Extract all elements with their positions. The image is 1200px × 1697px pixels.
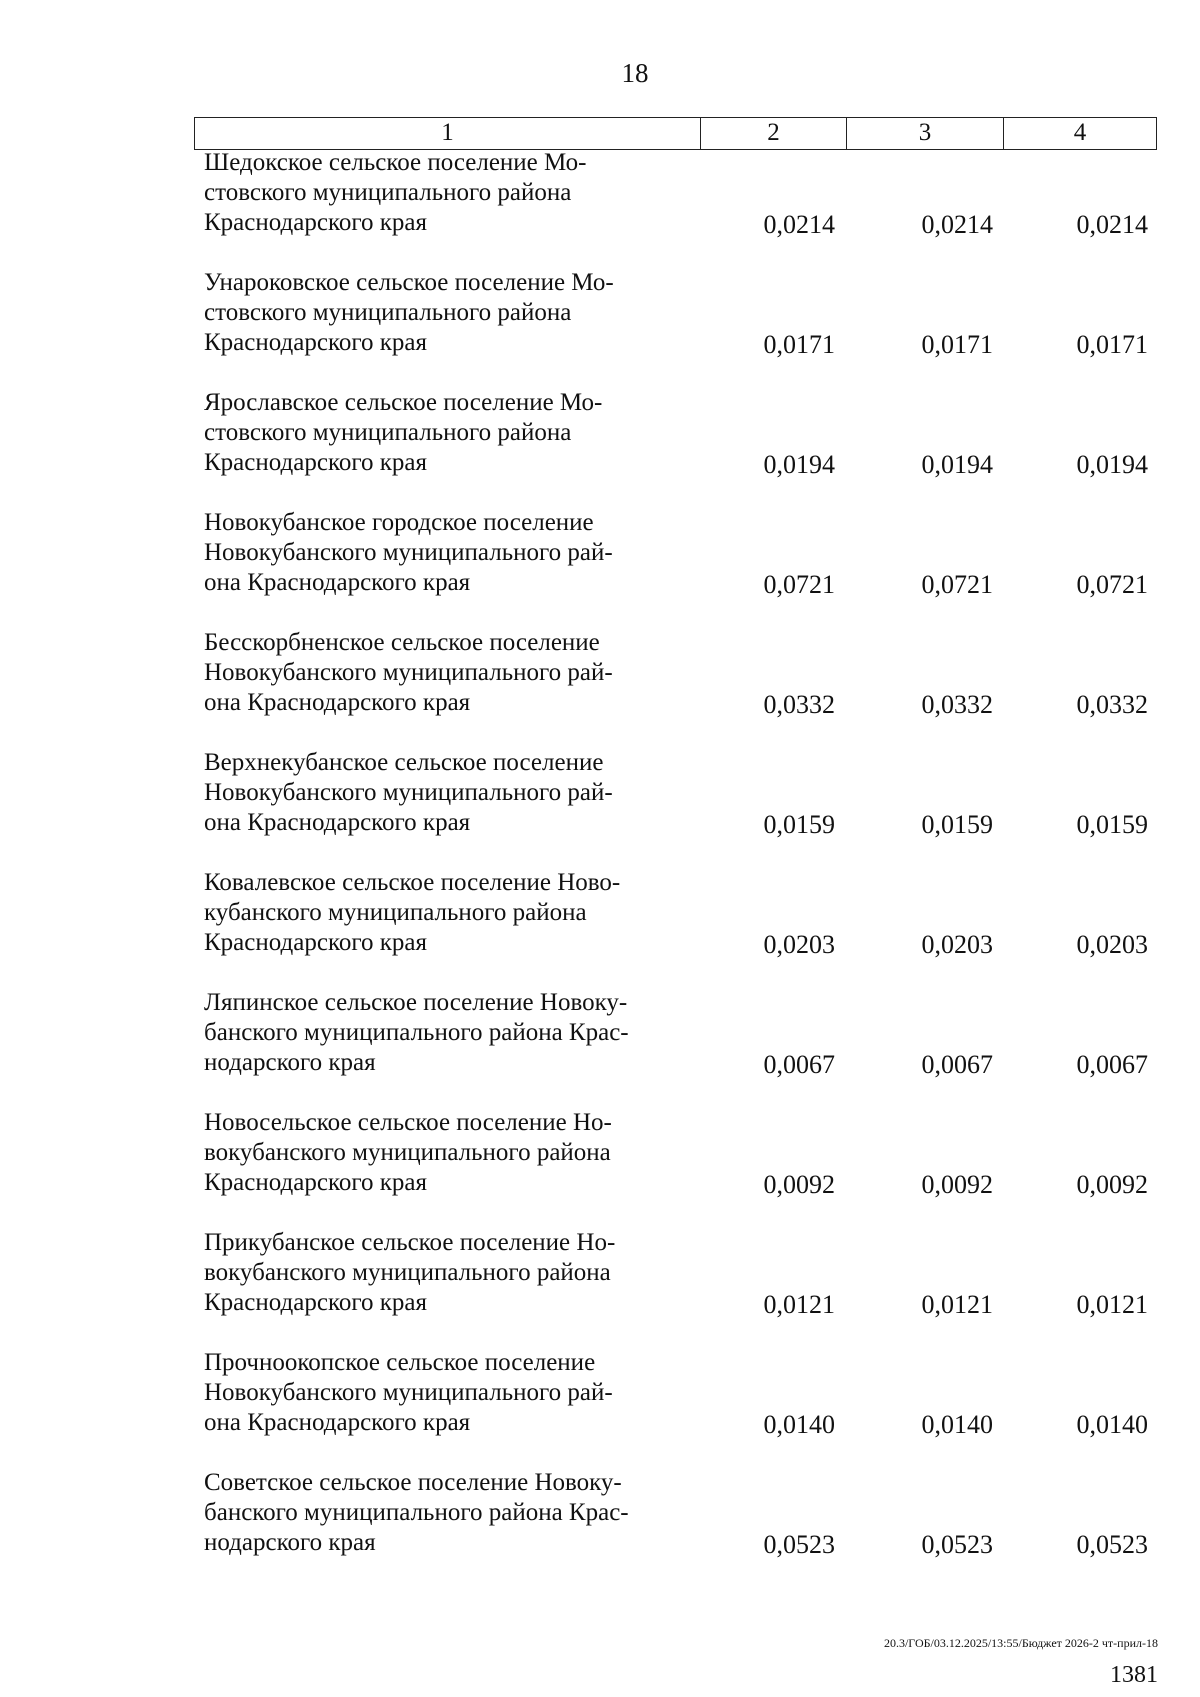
- value-col-3: 0,0121: [921, 1290, 993, 1319]
- settlement-name: Ковалевское сельское поселение Ново- кубанского муниципального района Краснодарского края: [204, 869, 621, 956]
- table-row: [0, 1228, 1200, 1348]
- settlement-name: Унароковское сельское поселение Мо- стовского муниципального района Краснодарского края: [204, 269, 614, 356]
- value-col-2: 0,0171: [763, 330, 835, 359]
- value-col-3: 0,0332: [921, 690, 993, 719]
- sheet-number: 1381: [1110, 1662, 1158, 1688]
- header-col-4: 4: [1073, 119, 1087, 146]
- page-number: 18: [621, 58, 649, 88]
- value-col-2: 0,0721: [763, 570, 835, 599]
- value-col-4: 0,0523: [1076, 1530, 1148, 1559]
- value-col-2: 0,0203: [763, 930, 835, 959]
- document-code: 20.3/ГОБ/03.12.2025/13:55/Бюджет 2026-2 чт-прил-18: [883, 1636, 1158, 1650]
- table-row: [0, 148, 1200, 268]
- settlement-name: Новосельское сельское поселение Но- вокубанского муниципального района Краснодарского края: [204, 1109, 612, 1196]
- table-row: [0, 388, 1200, 508]
- value-col-4: 0,0092: [1076, 1170, 1148, 1199]
- settlement-name: Верхнекубанское сельское поселение Новокубанского муниципального рай- она Краснодарского края: [204, 749, 613, 836]
- table-row: [0, 1348, 1200, 1468]
- value-col-3: 0,0214: [921, 210, 993, 239]
- table-row: [0, 988, 1200, 1108]
- value-col-3: 0,0140: [921, 1410, 993, 1439]
- value-col-4: 0,0140: [1076, 1410, 1148, 1439]
- table-row: [0, 268, 1200, 388]
- value-col-4: 0,0067: [1076, 1050, 1148, 1079]
- value-col-2: 0,0140: [763, 1410, 835, 1439]
- table-row: [0, 628, 1200, 748]
- value-col-2: 0,0092: [763, 1170, 835, 1199]
- settlement-name: Шедокское сельское поселение Мо- стовского муниципального района Краснодарского края: [204, 149, 587, 236]
- value-col-2: 0,0121: [763, 1290, 835, 1319]
- header-col-3: 3: [847, 118, 1004, 149]
- table-body: [0, 148, 1200, 1588]
- value-col-3: 0,0171: [921, 330, 993, 359]
- table-row: [0, 1468, 1200, 1588]
- settlement-name: Советское сельское поселение Новоку- банского муниципального района Крас- нодарского края: [204, 1469, 629, 1556]
- value-col-2: 0,0067: [763, 1050, 835, 1079]
- value-col-3: 0,0067: [921, 1050, 993, 1079]
- value-col-2: 0,0214: [763, 210, 835, 239]
- settlement-name: Прикубанское сельское поселение Но- вокубанского муниципального района Краснодарского края: [204, 1229, 616, 1316]
- value-col-3: 0,0194: [921, 450, 993, 479]
- table-row: [0, 748, 1200, 868]
- value-col-2: 0,0159: [763, 810, 835, 839]
- value-col-2: 0,0194: [763, 450, 835, 479]
- value-col-4: 0,0332: [1076, 690, 1148, 719]
- value-col-3: 0,0523: [921, 1530, 993, 1559]
- table-row: [0, 508, 1200, 628]
- value-col-3: 0,0092: [921, 1170, 993, 1199]
- value-col-2: 0,0523: [763, 1530, 835, 1559]
- value-col-4: 0,0721: [1076, 570, 1148, 599]
- table-row: [0, 1108, 1200, 1228]
- settlement-name: Новокубанское городское поселение Новокубанского муниципального рай- она Краснодарского края: [204, 509, 613, 596]
- value-col-4: 0,0194: [1076, 450, 1148, 479]
- value-col-3: 0,0203: [921, 930, 993, 959]
- value-col-3: 0,0721: [921, 570, 993, 599]
- value-col-4: 0,0171: [1076, 330, 1148, 359]
- header-col-1: 1: [195, 118, 701, 149]
- value-col-4: 0,0159: [1076, 810, 1148, 839]
- value-col-4: 0,0121: [1076, 1290, 1148, 1319]
- value-col-3: 0,0159: [921, 810, 993, 839]
- settlement-name: Ляпинское сельское поселение Новоку- банского муниципального района Крас- нодарского края: [204, 989, 629, 1076]
- settlement-name: Ярославское сельское поселение Мо- стовского муниципального района Краснодарского края: [204, 389, 603, 476]
- table-row: [0, 868, 1200, 988]
- value-col-4: 0,0203: [1076, 930, 1148, 959]
- settlement-name: Прочноокопское сельское поселение Новокубанского муниципального рай- она Краснодарского края: [204, 1349, 613, 1436]
- table-header: [194, 117, 1157, 150]
- value-col-4: 0,0214: [1076, 210, 1148, 239]
- settlement-name: Бесскорбненское сельское поселение Новокубанского муниципального рай- она Краснодарского края: [204, 629, 613, 716]
- value-col-2: 0,0332: [763, 690, 835, 719]
- header-col-2: 2: [701, 118, 847, 149]
